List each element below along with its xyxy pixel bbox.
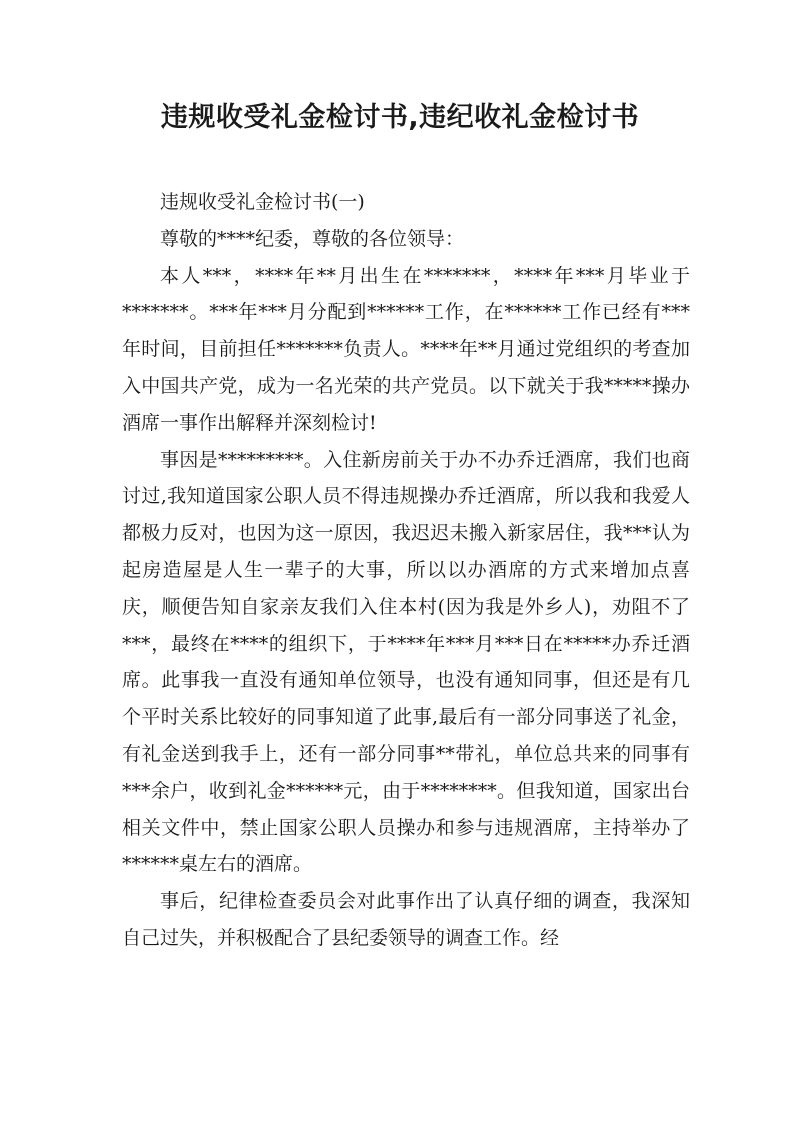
paragraph-background: 本人***，****年**月出生在*******，****年***月毕业于*******。***年***月分配到******工作，在******工作已经有***年时间，目前担任*******负责人。****年**月通过党组织的考查加入中国共产党，成为一名光荣的共产党员。以下就关于我*****操办酒席一事作出解释并深刻检讨! xyxy=(122,264,690,434)
paragraph-aftermath: 事后，纪律检查委员会对此事作出了认真仔细的调查，我深知自己过失，并积极配合了县纪委领导的调查工作。经 xyxy=(122,890,690,949)
document-title: 违规收受礼金检讨书,违纪收礼金检讨书 xyxy=(160,102,640,133)
salutation: 尊敬的****纪委，尊敬的各位领导： xyxy=(160,227,465,250)
document-body xyxy=(122,184,690,957)
paragraph-incident: 事因是*********。入住新房前关于办不办乔迁酒席，我们也商讨过,我知道国家公职人员不得违规操办乔迁酒席，所以我和我爱人都极力反对，也因为这一原因，我迟迟未搬入新家居住，我***认为起房造屋是人生一辈子的大事，所以以办酒席的方式来增加点喜庆，顺便告知自家亲友我们入住本村(因为我是外乡人)，劝阻不了***，最终在****的组织下，于****年***月***日在*****办乔迁酒席。此事我一直没有通知单位领导，也没有通知同事，但还是有几个平时关系比较好的同事知道了此事,最后有一部分同事送了礼金，有礼金送到我手上，还有一部分同事**带礼，单位总共来的同事有***余户，收到礼金******元，由于********。但我知道，国家出台相关文件中，禁止国家公职人员操办和参与违规酒席，主持举办了******桌左右的酒席。 xyxy=(122,448,690,876)
section-heading: 违规收受礼金检讨书(一) xyxy=(160,191,365,213)
